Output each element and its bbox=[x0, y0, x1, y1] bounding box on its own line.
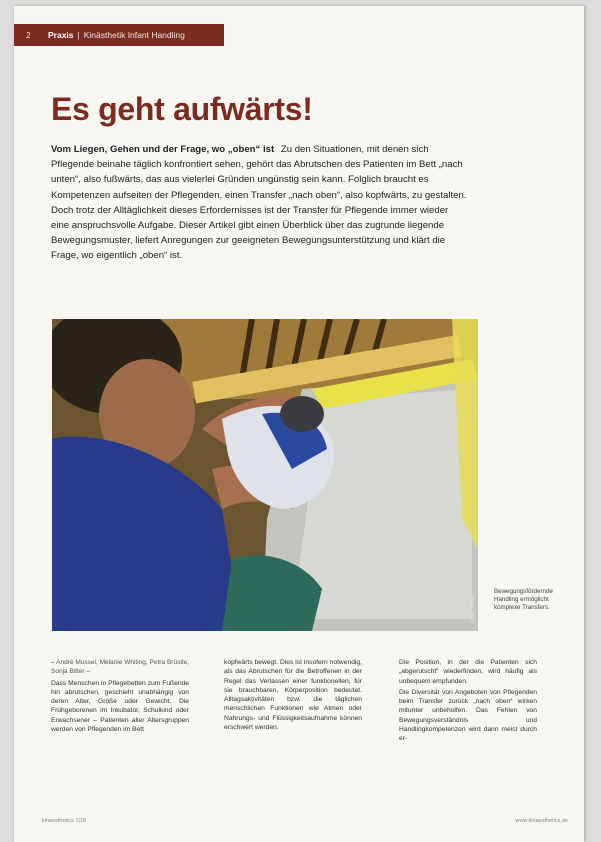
article-lead bbox=[51, 142, 469, 264]
article-photo bbox=[52, 319, 478, 631]
body-paragraph: Dass Menschen in Pflegebetten zum Fußende hin abrutschen, geschieht unabhängig von deren Alter, Größe oder Gewicht. Die Frühgeborenen im Inkubator, Schulkind oder Erwachsener – Patienten aller Altersgruppen werden von Pflegenden im Bett bbox=[51, 679, 189, 734]
article-headline: Es geht aufwärts! bbox=[51, 91, 313, 127]
body-paragraph: kopfwärts bewegt. Dies ist insofern notwendig, als das Abrutschen für die Betroffenen in der Regel das Verlassen einer funktionellen, für sie brauchbaren, Körperposition bedeutet. Alltagsaktivitäten bzw. die täglichen menschlichen Funktionen wie Atmen oder Nahrungs- und Flüssigkeitsaufnahme können erschwert werden. bbox=[224, 659, 362, 732]
body-column-3 bbox=[399, 658, 537, 746]
body-column-2 bbox=[224, 658, 362, 734]
section-subtitle: Kinästhetik Infant Handling bbox=[83, 30, 185, 40]
body-paragraph: Die Position, in der die Patienten sich „abgerutscht“ wiederfinden, wird häufig als unbequem empfunden. bbox=[399, 659, 537, 685]
footer-issue: kinaesthetics 1|18 bbox=[42, 818, 86, 824]
photo-caption: Bewegungsfördernde Handling ermöglicht komplexe Transfers. bbox=[494, 588, 553, 612]
body-paragraph: Die Diversität von Angeboten von Pflegenden beim Transfer zurück „nach oben“ wirken mitunter unbeholfen. Das Fehlen von Bewegungsverständnis und Handlingkompetenzen wird dann meist durch er- bbox=[399, 688, 537, 743]
body-column-1 bbox=[51, 658, 189, 736]
photo-credit: Foto: privat bbox=[470, 595, 476, 623]
photo-illustration bbox=[52, 319, 478, 631]
page-number: 2 bbox=[26, 30, 31, 40]
section-header-bar bbox=[14, 24, 224, 46]
footer-url: www.kinaesthetics.de bbox=[515, 818, 568, 824]
lead-text: Zu den Situationen, mit denen sich Pflegende beinahe täglich konfrontiert sehen, gehört das Abrutschen des Patienten im Bett „nach unten“, also fußwärts, das aus vielerlei Gründen ungünstig sein kann. Folglich braucht es Kompetenzen aufseiten der Pflegenden, einen Transfer „nach oben“, also kopfwärts, zu gestalten. Doch trotz der Alltäglichkeit dieses Erfordernisses ist der Transfer für Pflegende immer wieder eine anspruchsvolle Aufgabe. Dieser Artikel gibt einen Überblick über das zugrunde liegende Bewegungsmuster, liefert Anregungen zur geeigneten Bewegungsunterstützung und klärt die Frage, wo eigentlich „oben“ ist. bbox=[51, 144, 467, 262]
lead-title: Vom Liegen, Gehen und der Frage, wo „oben“ ist bbox=[51, 144, 275, 155]
magazine-page bbox=[14, 6, 584, 842]
section-label: Praxis bbox=[48, 30, 74, 40]
article-authors: – André Mussel, Melanie Whiting, Petra Brüstle, Sonja Bitter – bbox=[51, 659, 189, 676]
section-separator: | bbox=[77, 30, 80, 40]
